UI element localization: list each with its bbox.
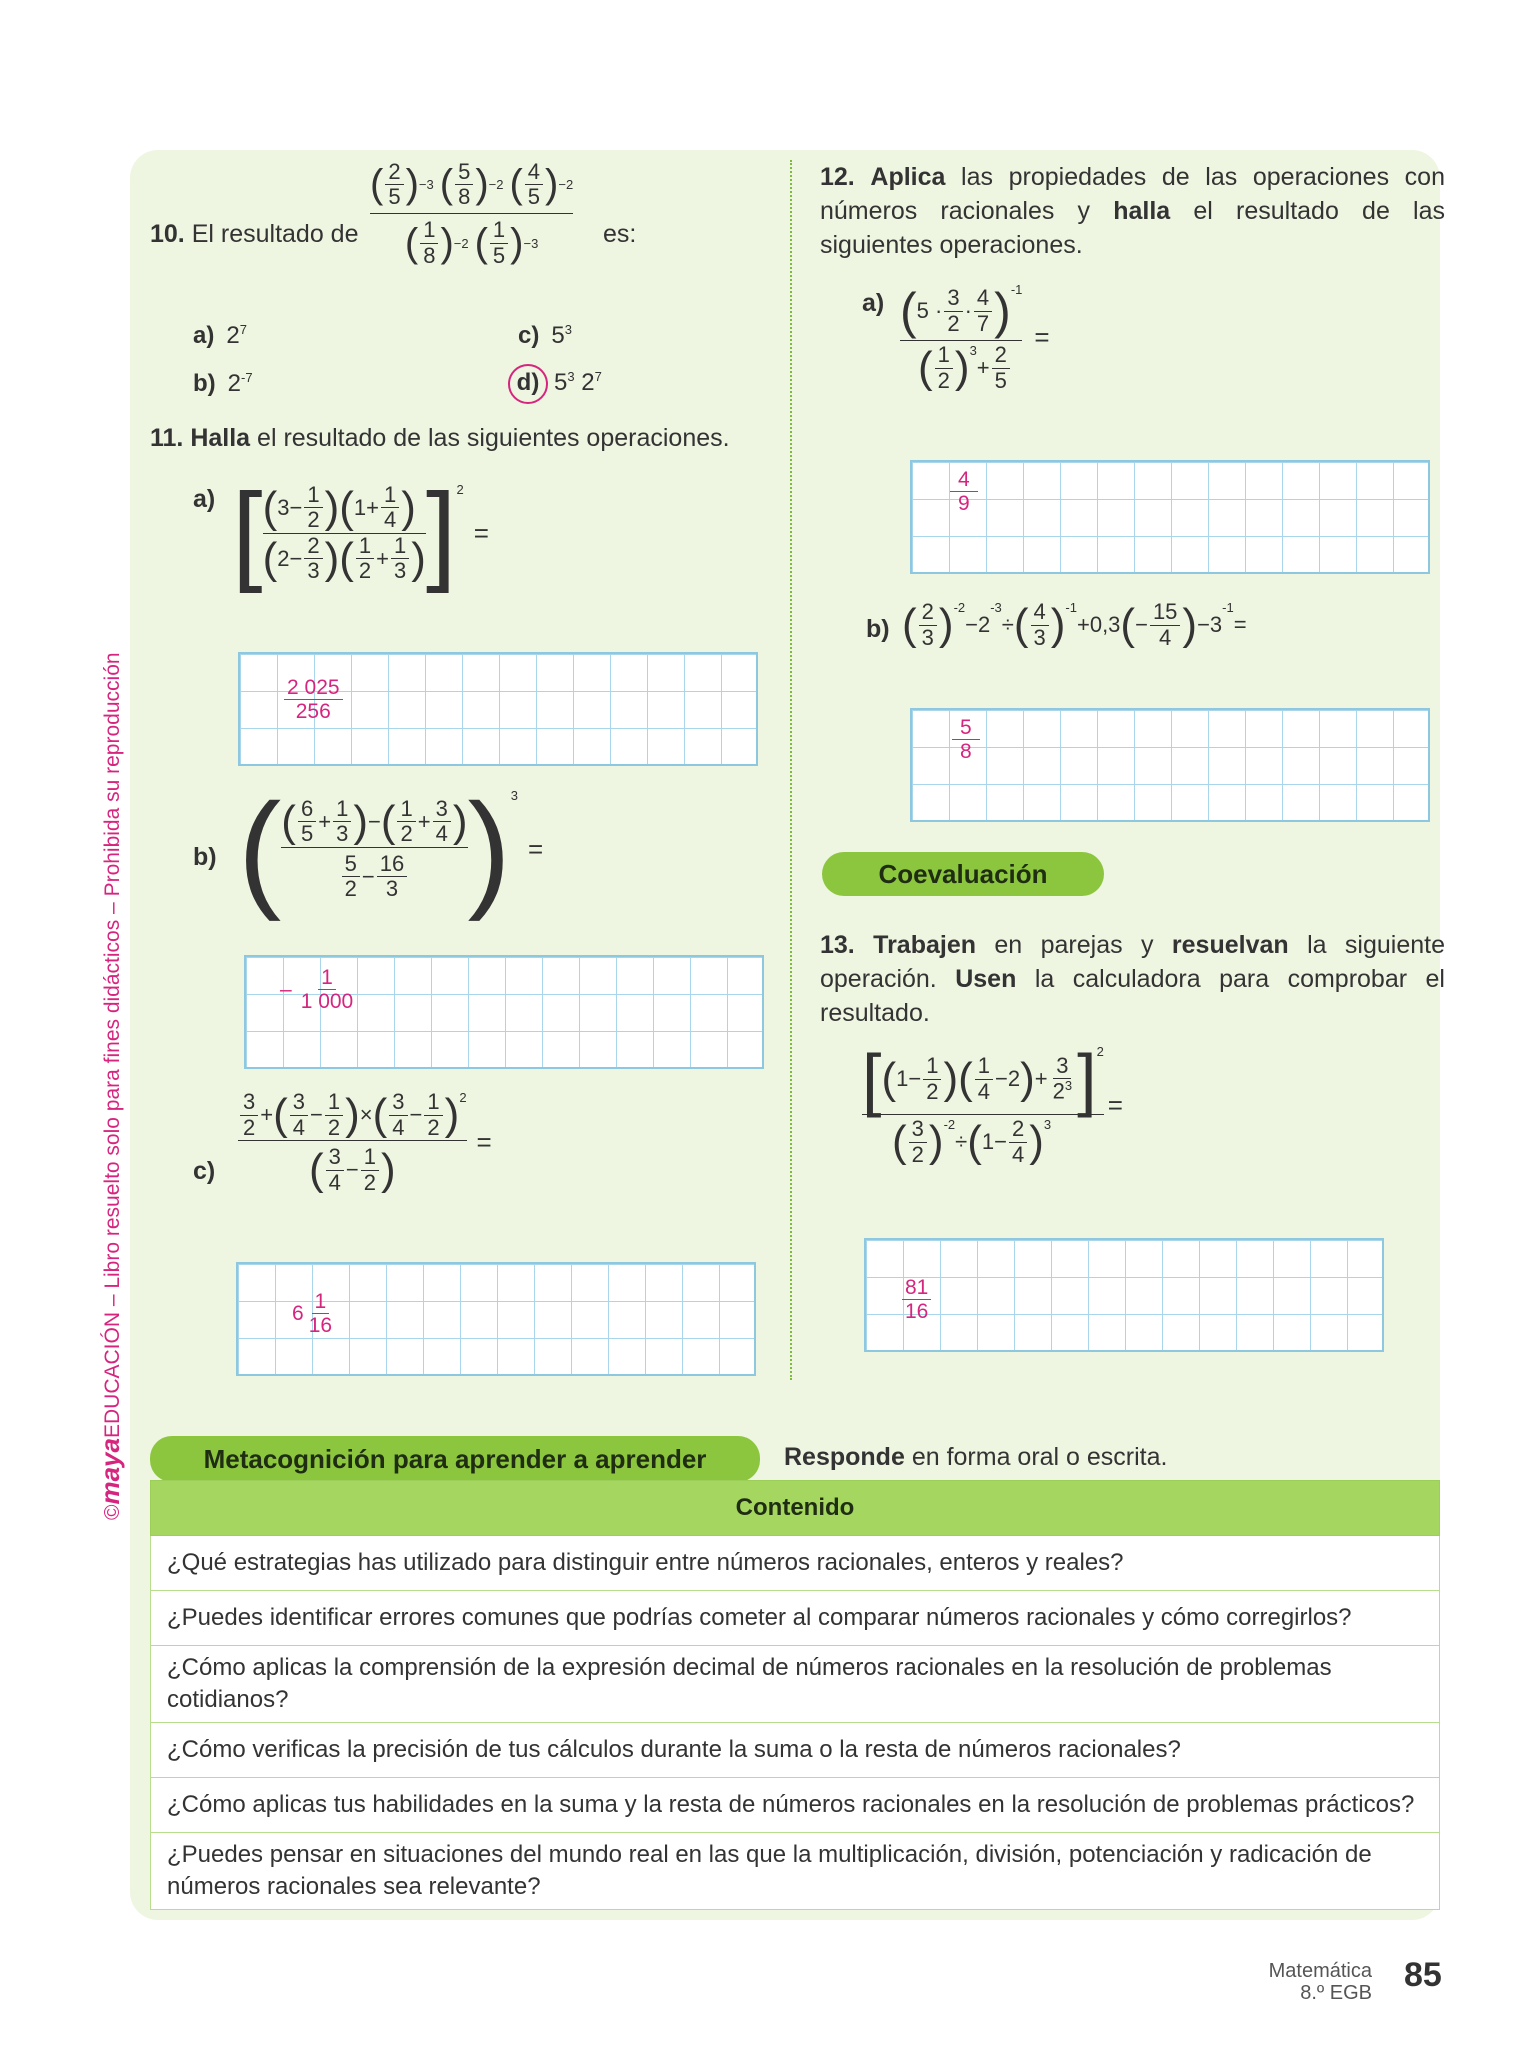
q13-answer-denominator: 16 bbox=[905, 1300, 929, 1324]
q12-text2: el resultado de las siguientes operaciones. bbox=[820, 197, 1445, 259]
q13-answer-grid[interactable] bbox=[864, 1238, 1384, 1352]
q13-stem bbox=[820, 928, 1445, 1030]
option-c-exp: 3 bbox=[564, 322, 572, 337]
table-row bbox=[151, 1723, 1440, 1778]
table-row bbox=[151, 1536, 1440, 1591]
q11c-expression: $\frac{3}{2}$ + ( $\frac{3}{4}$ − $\frac{1}{2}$ ) × ( $\frac{3}{4}$ − $\frac{1}{2}$ ) $^2$ ( $\frac{3}{4}$ − $\frac{1}{2}$ ) = bbox=[238, 1090, 492, 1195]
q12-verb1: Aplica bbox=[870, 163, 946, 191]
q12a-answer-numerator: 4 bbox=[950, 468, 978, 492]
q10-stem bbox=[150, 217, 359, 251]
q12a-answer-denominator: 9 bbox=[958, 492, 970, 516]
q12-text1: las propiedades de las operaciones con números racionales y bbox=[820, 163, 1445, 225]
metacognicion-banner: Metacognición para aprender a aprender bbox=[150, 1436, 760, 1482]
q13-answer-numerator: 81 bbox=[902, 1276, 931, 1300]
q11-verb: Halla bbox=[190, 424, 251, 452]
q11c-answer-numerator: 1 bbox=[312, 1290, 330, 1314]
option-b-base: 2 bbox=[227, 370, 242, 397]
selected-answer-circle: d) bbox=[508, 364, 548, 404]
copyright-sidebar bbox=[95, 652, 126, 1520]
q13-verb2: resuelvan bbox=[1171, 931, 1289, 959]
q12a-answer bbox=[948, 468, 980, 515]
q10-number: 10. bbox=[150, 220, 185, 248]
q11c-answer bbox=[292, 1290, 337, 1337]
q10-option-d[interactable] bbox=[516, 364, 602, 404]
option-a-base: 2 bbox=[226, 322, 240, 349]
q12-verb2: halla bbox=[1113, 197, 1171, 225]
table-row bbox=[151, 1646, 1440, 1723]
question-cell: ¿Cómo verificas la precisión de tus cálculos durante la suma o la resta de números racionales? bbox=[151, 1723, 1440, 1778]
q11a-answer bbox=[282, 676, 345, 723]
option-a-exp: 7 bbox=[239, 322, 247, 337]
q11b-label: b) bbox=[193, 843, 217, 871]
option-c-base: 5 bbox=[551, 322, 565, 349]
coevaluacion-banner: Coevaluación bbox=[822, 852, 1104, 896]
table-header-row bbox=[151, 1481, 1440, 1536]
q12-stem bbox=[820, 160, 1445, 262]
q11a-label: a) bbox=[193, 485, 216, 513]
footer-subject: Matemática bbox=[1268, 1960, 1372, 1982]
q12b-answer bbox=[950, 716, 982, 763]
metacognicion-instruction bbox=[784, 1440, 1167, 1474]
q11b-answer-denominator: 1 000 bbox=[300, 990, 354, 1014]
metacognicion-verb: Responde bbox=[784, 1443, 905, 1471]
table-row bbox=[151, 1778, 1440, 1833]
question-cell: ¿Puedes identificar errores comunes que podrías cometer al comparar números racionales y cómo corregirlos? bbox=[151, 1591, 1440, 1646]
q12a-answer-grid[interactable] bbox=[910, 460, 1430, 574]
q11c-answer-denominator: 16 bbox=[308, 1314, 333, 1338]
q12-number: 12. bbox=[820, 163, 855, 191]
q10-expression: ( $\frac{2}{5}$ ) −3 ( $\frac{5}{8}$ ) −2 ( $\frac{4}{5}$ ) −2 ( $\frac{1}{8}$ ) −2 ( $\frac{1}{5}$ ) −3 bbox=[370, 159, 574, 268]
q10-option-b[interactable] bbox=[193, 370, 253, 398]
option-b-label: b) bbox=[193, 370, 216, 397]
q12b-answer-numerator: 5 bbox=[952, 716, 980, 740]
metacognition-table bbox=[150, 1480, 1440, 1910]
q10-option-c[interactable] bbox=[518, 322, 572, 350]
q11b-expression: ( ( $\frac{6}{5}$ + $\frac{1}{3}$ ) − ( $\frac{1}{2}$ + $\frac{3}{4}$ ) $\frac{5}{2}$ − $\frac{16}{3}$ ) $^3$ = bbox=[238, 776, 544, 922]
q13-text2: la siguiente operación. bbox=[820, 931, 1446, 993]
page-number: 85 bbox=[1404, 1956, 1442, 1994]
q12b-answer-grid[interactable] bbox=[910, 708, 1430, 822]
q10-tail: es: bbox=[603, 220, 637, 248]
question-cell: ¿Puedes pensar en situaciones del mundo real en las que la multiplicación, división, potenciación y radicación de números racionales sea relevante? bbox=[151, 1833, 1440, 1910]
q11b-answer bbox=[280, 966, 358, 1013]
brand-logo: maya bbox=[95, 1438, 125, 1505]
option-a-label: a) bbox=[193, 322, 215, 349]
q11a-answer-denominator: 256 bbox=[295, 700, 331, 724]
copyright-text: EDUCACIÓN – Libro resuelto solo para fines didácticos – Prohibida su reproducción bbox=[101, 652, 124, 1439]
q12a-label: a) bbox=[862, 289, 885, 317]
option-b-exp: -7 bbox=[241, 370, 253, 385]
q11c-label: c) bbox=[193, 1157, 216, 1185]
q10-option-a[interactable] bbox=[193, 322, 247, 350]
q13-number: 13. bbox=[820, 931, 855, 959]
question-cell: ¿Qué estrategias has utilizado para distinguir entre números racionales, enteros y reales? bbox=[151, 1536, 1440, 1591]
footer-subject-block bbox=[1232, 1960, 1372, 2004]
q11-text: el resultado de las siguientes operaciones. bbox=[257, 424, 730, 452]
q13-text1: en parejas y bbox=[994, 931, 1154, 959]
option-c-label: c) bbox=[518, 322, 540, 349]
table-row bbox=[151, 1591, 1440, 1646]
q11c-answer-whole: 6 bbox=[292, 1301, 304, 1325]
metacognicion-text: en forma oral o escrita. bbox=[911, 1443, 1168, 1471]
q13-verb3: Usen bbox=[955, 965, 1017, 993]
q13-text3: la calculadora para comprobar el resultado. bbox=[820, 965, 1445, 1027]
q13-expression: [ ( 1− $\frac{1}{2}$ ) ( $\frac{1}{4}$ −2 ) + $\frac{3}{2^3}$ ] $^2$ ( $\frac{3}{2}$ ) $^{-2}$ ÷ ( 1− $\frac{2}{4}$ ) $^3$ = bbox=[862, 1040, 1123, 1167]
q13-answer bbox=[900, 1276, 933, 1323]
table-header-contenido: Contenido bbox=[151, 1481, 1440, 1536]
q11b-answer-sign: – bbox=[280, 977, 292, 1001]
question-cell: ¿Cómo aplicas tus habilidades en la suma y la resta de números racionales en la resolución de problemas prácticos? bbox=[151, 1778, 1440, 1833]
table-row bbox=[151, 1833, 1440, 1910]
option-d-exp1: 3 bbox=[567, 369, 575, 384]
question-cell: ¿Cómo aplicas la comprensión de la expresión decimal de números racionales en la resolución de problemas cotidianos? bbox=[151, 1646, 1440, 1723]
q12b-expression: ( $\frac{2}{3}$ ) $^{-2}$ −2 -3 ÷ ( $\frac{4}{3}$ ) $^{-1}$ +0,3 ( − $\frac{15}{4}$ ) −3 $^{-1}$ = bbox=[902, 599, 1247, 650]
q11b-answer-numerator: 1 bbox=[318, 966, 336, 990]
option-d-exp2: 7 bbox=[594, 369, 602, 384]
q12a-expression: ( 5 · $\frac{3}{2}$ · $\frac{4}{7}$ ) $^{-1}$ ( $\frac{1}{2}$ ) $^3$ + $\frac{2}{5}$ = bbox=[900, 282, 1050, 393]
q11-stem bbox=[150, 421, 730, 455]
option-d-base2: 2 bbox=[581, 369, 595, 396]
q12b-label: b) bbox=[866, 615, 890, 643]
q12b-answer-denominator: 8 bbox=[960, 740, 972, 764]
q13-verb1: Trabajen bbox=[873, 931, 976, 959]
q11a-expression: [ ( 3− $\frac{1}{2}$ ) ( 1+ $\frac{1}{4}$ ) ( 2− $\frac{2}{3}$ ) ( $\frac{1}{2}$ + $\frac{1}{3}$ ) ] $^2$ = bbox=[232, 471, 489, 594]
copyright-symbol: © bbox=[101, 1504, 124, 1520]
q11a-answer-numerator: 2 025 bbox=[284, 676, 343, 700]
q10-lead: El resultado de bbox=[191, 220, 359, 248]
column-divider bbox=[790, 160, 792, 1380]
footer-grade: 8.º EGB bbox=[1300, 1982, 1372, 2004]
q11-number: 11. bbox=[150, 424, 184, 452]
option-d-base1: 5 bbox=[554, 369, 568, 396]
